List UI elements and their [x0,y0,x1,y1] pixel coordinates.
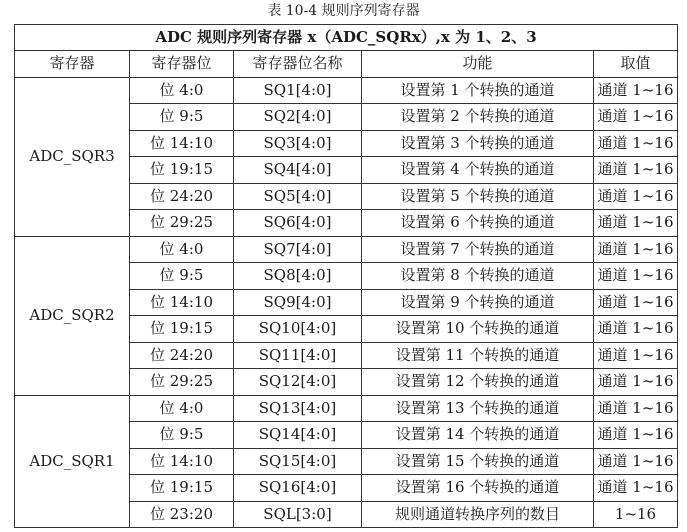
bit-name-cell: SQ9[4:0] [234,289,362,316]
register-bits-cell: 位 9:5 [130,422,234,449]
bit-name-cell: SQ11[4:0] [234,342,362,369]
function-cell: 设置第 16 个转换的通道 [362,475,594,502]
register-bits-cell: 位 4:0 [130,395,234,422]
register-name-cell: ADC_SQR2 [15,236,130,395]
table-row [15,77,678,104]
function-cell: 设置第 2 个转换的通道 [362,104,594,131]
table-title-row [15,25,678,51]
bit-name-cell: SQ2[4:0] [234,104,362,131]
function-cell: 设置第 14 个转换的通道 [362,422,594,449]
bit-name-cell: SQ13[4:0] [234,395,362,422]
register-bits-cell: 位 14:10 [130,130,234,157]
bit-name-cell: SQ1[4:0] [234,77,362,104]
register-bits-cell: 位 19:15 [130,316,234,343]
register-name-cell: ADC_SQR1 [15,395,130,528]
function-cell: 设置第 3 个转换的通道 [362,130,594,157]
function-cell: 设置第 10 个转换的通道 [362,316,594,343]
bit-name-cell: SQ14[4:0] [234,422,362,449]
function-cell: 设置第 7 个转换的通道 [362,236,594,263]
function-cell: 设置第 8 个转换的通道 [362,263,594,290]
value-cell: 通道 1~16 [594,342,678,369]
value-cell: 通道 1~16 [594,289,678,316]
register-bits-cell: 位 4:0 [130,77,234,104]
value-cell: 通道 1~16 [594,210,678,237]
register-bits-cell: 位 19:15 [130,157,234,184]
value-cell: 通道 1~16 [594,183,678,210]
function-cell: 设置第 1 个转换的通道 [362,77,594,104]
header-bit-name: 寄存器位名称 [234,51,362,78]
register-bits-cell: 位 23:20 [130,501,234,528]
register-bits-cell: 位 24:20 [130,342,234,369]
register-bits-cell: 位 19:15 [130,475,234,502]
bit-name-cell: SQ8[4:0] [234,263,362,290]
function-cell: 设置第 6 个转换的通道 [362,210,594,237]
value-cell: 通道 1~16 [594,130,678,157]
register-table [14,24,678,528]
function-cell: 设置第 13 个转换的通道 [362,395,594,422]
table-row [15,236,678,263]
value-cell: 通道 1~16 [594,77,678,104]
function-cell: 规则通道转换序列的数目 [362,501,594,528]
bit-name-cell: SQ6[4:0] [234,210,362,237]
bit-name-cell: SQ7[4:0] [234,236,362,263]
bit-name-cell: SQ15[4:0] [234,448,362,475]
value-cell: 通道 1~16 [594,475,678,502]
bit-name-cell: SQ4[4:0] [234,157,362,184]
value-cell: 通道 1~16 [594,104,678,131]
header-register-bits: 寄存器位 [130,51,234,78]
value-cell: 通道 1~16 [594,236,678,263]
register-bits-cell: 位 9:5 [130,104,234,131]
table-header-row [15,51,678,78]
register-bits-cell: 位 29:25 [130,369,234,396]
value-cell: 通道 1~16 [594,369,678,396]
value-cell: 通道 1~16 [594,448,678,475]
register-bits-cell: 位 14:10 [130,448,234,475]
register-bits-cell: 位 14:10 [130,289,234,316]
register-bits-cell: 位 4:0 [130,236,234,263]
table-row [15,395,678,422]
value-cell: 通道 1~16 [594,422,678,449]
header-register: 寄存器 [15,51,130,78]
bit-name-cell: SQ3[4:0] [234,130,362,157]
bit-name-cell: SQL[3:0] [234,501,362,528]
table-title: ADC 规则序列寄存器 x（ADC_SQRx）,x 为 1、2、3 [15,25,678,51]
value-cell: 通道 1~16 [594,395,678,422]
bit-name-cell: SQ5[4:0] [234,183,362,210]
function-cell: 设置第 12 个转换的通道 [362,369,594,396]
register-bits-cell: 位 29:25 [130,210,234,237]
function-cell: 设置第 4 个转换的通道 [362,157,594,184]
value-cell: 通道 1~16 [594,316,678,343]
function-cell: 设置第 5 个转换的通道 [362,183,594,210]
register-bits-cell: 位 9:5 [130,263,234,290]
header-function: 功能 [362,51,594,78]
bit-name-cell: SQ16[4:0] [234,475,362,502]
bit-name-cell: SQ12[4:0] [234,369,362,396]
register-bits-cell: 位 24:20 [130,183,234,210]
value-cell: 1~16 [594,501,678,528]
table-caption: 表 10-4 规则序列寄存器 [267,3,420,19]
function-cell: 设置第 9 个转换的通道 [362,289,594,316]
function-cell: 设置第 11 个转换的通道 [362,342,594,369]
header-value: 取值 [594,51,678,78]
value-cell: 通道 1~16 [594,157,678,184]
bit-name-cell: SQ10[4:0] [234,316,362,343]
function-cell: 设置第 15 个转换的通道 [362,448,594,475]
table-body [15,77,678,528]
register-name-cell: ADC_SQR3 [15,77,130,236]
value-cell: 通道 1~16 [594,263,678,290]
